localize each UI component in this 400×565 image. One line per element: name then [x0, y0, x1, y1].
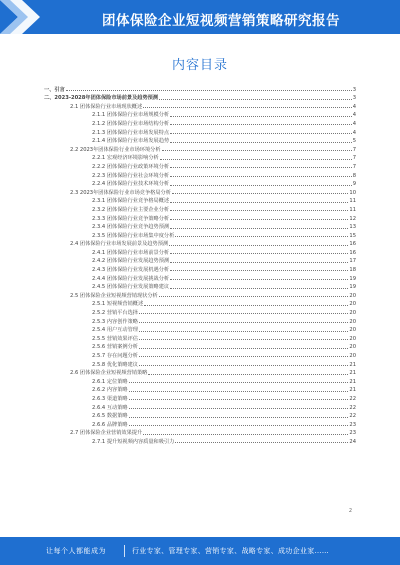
toc-leader-dots [172, 193, 348, 194]
toc-leader-dots [170, 228, 348, 229]
toc-entry-page: 10 [349, 189, 356, 196]
toc-entry-page: 21 [349, 378, 356, 385]
toc-entry-page: 23 [349, 430, 356, 437]
toc-entry-page: 20 [349, 353, 356, 359]
toc-leader-dots [139, 348, 348, 349]
toc-entry-label: 2.6.3 渠道策略 [92, 395, 128, 402]
toc-entry-label: 2.6.5 数据策略 [92, 413, 128, 420]
toc-entry-label: 2.6 团体保险企业短视频营销策略 [70, 370, 148, 377]
toc-entry-label: 2.1.1 团体保险行业市场规模分析 [92, 112, 170, 119]
toc-entry-page: 15 [349, 232, 356, 239]
table-of-contents [44, 84, 356, 445]
toc-entry-label: 2.2.2 团体保险行业政策环境分析 [92, 163, 170, 170]
toc-entry[interactable] [44, 325, 356, 334]
toc-entry[interactable] [44, 290, 356, 299]
report-title: 团体保险企业短视频营销策略研究报告 [102, 13, 340, 29]
toc-entry-label: 2.5 团体保险企业短视频营销现状分析 [70, 292, 158, 299]
toc-leader-dots [175, 442, 348, 443]
toc-entry[interactable] [44, 256, 356, 265]
toc-entry-page: 4 [352, 103, 356, 110]
toc-entry[interactable] [44, 127, 356, 136]
toc-entry[interactable] [44, 282, 356, 291]
toc-entry-page: 22 [349, 413, 356, 420]
toc-leader-dots [170, 288, 348, 289]
toc-entry[interactable] [44, 402, 356, 411]
toc-leader-dots [139, 365, 348, 366]
toc-entry-label: 2.6.1 定位策略 [92, 378, 128, 385]
footer-slogan-right: 行业专家、管理专家、营销专家、战略专家、成功企业家…… [132, 547, 330, 555]
toc-entry[interactable] [44, 204, 356, 213]
toc-entry-page: 7 [352, 163, 356, 170]
toc-entry-label: 2.2.3 团体保险行业社会环境分析 [92, 172, 170, 179]
toc-entry[interactable] [44, 368, 356, 377]
toc-entry[interactable] [44, 428, 356, 437]
toc-entry-page: 20 [349, 292, 356, 299]
toc-entry-label: 2.5.3 内容创作策略 [92, 318, 138, 325]
toc-entry[interactable] [44, 136, 356, 145]
toc-entry-label: 2.6.4 互动策略 [92, 404, 128, 411]
toc-entry[interactable] [44, 436, 356, 445]
toc-entry[interactable] [44, 393, 356, 402]
toc-entry[interactable] [44, 179, 356, 188]
toc-leader-dots [139, 313, 348, 314]
toc-entry-page: 3 [352, 86, 356, 93]
toc-entry-page: 21 [349, 370, 356, 377]
toc-leader-dots [170, 142, 352, 143]
toc-entry[interactable] [44, 419, 356, 428]
toc-entry[interactable] [44, 161, 356, 170]
toc-entry-page: 13 [349, 224, 356, 231]
toc-entry[interactable] [44, 247, 356, 256]
toc-entry[interactable] [44, 359, 356, 368]
toc-entry-label: 2.3.5 团体保险行业市场集中度分析 [92, 232, 175, 239]
toc-entry-page: 23 [349, 421, 356, 428]
toc-entry-label: 一、引言 [44, 86, 65, 93]
toc-entry-page: 17 [349, 258, 356, 265]
toc-entry-label: 2.7 团体保险企业营销效果提升 [70, 430, 143, 437]
toc-entry-label: 2.2.4 团体保险行业技术环境分析 [92, 181, 170, 188]
toc-entry-label: 2.5.5 营销效果评估 [92, 335, 138, 342]
toc-entry[interactable] [44, 316, 356, 325]
toc-leader-dots [129, 408, 349, 409]
toc-leader-dots [170, 167, 352, 168]
toc-entry[interactable] [44, 153, 356, 162]
toc-entry-label: 2.5.6 营销案例分析 [92, 344, 138, 351]
toc-leader-dots [129, 382, 349, 383]
toc-entry[interactable] [44, 342, 356, 351]
toc-entry[interactable] [44, 376, 356, 385]
toc-entry[interactable] [44, 222, 356, 231]
toc-entry-label: 二、2023-2028年团体保险市场前景及趋势预测 [44, 95, 159, 102]
toc-leader-dots [170, 253, 348, 254]
toc-entry[interactable] [44, 411, 356, 420]
page-number: 2 [348, 508, 352, 514]
toc-entry-page: 20 [349, 310, 356, 317]
toc-leader-dots [170, 116, 352, 117]
toc-leader-dots [129, 399, 349, 400]
toc-entry-label: 2.4.5 团体保险行业发展策略建议 [92, 284, 170, 291]
header-chevron-icon [0, 0, 46, 34]
toc-entry-page: 4 [352, 129, 356, 136]
toc-entry-label: 2.4.2 团体保险行业发展趋势预测 [92, 258, 170, 265]
toc-leader-dots [144, 305, 348, 306]
toc-leader-dots [169, 245, 348, 246]
toc-entry-label: 2.3.2 团体保险行业主要企业分析 [92, 206, 170, 213]
toc-leader-dots [170, 124, 352, 125]
toc-leader-dots [170, 202, 348, 203]
toc-entry-page: 18 [349, 267, 356, 274]
toc-leader-dots [170, 210, 348, 211]
toc-entry-label: 2.4 团体保险行业市场发展前景及趋势预测 [70, 241, 169, 248]
toc-entry-label: 2.1.3 团体保险行业市场发展特点 [92, 129, 170, 136]
toc-entry-label: 2.4.4 团体保险行业发展挑战分析 [92, 275, 170, 282]
toc-entry-label: 2.5.4 用户互动管理 [92, 327, 138, 334]
toc-leader-dots [170, 279, 348, 280]
toc-entry[interactable] [44, 84, 356, 93]
toc-entry-label: 2.3.4 团体保险行业竞争趋势预测 [92, 224, 170, 231]
footer-slogan-left: 让每个人都能成为 [46, 547, 106, 555]
toc-entry-page: 5 [352, 138, 356, 145]
toc-entry-page: 16 [349, 241, 356, 248]
toc-entry-page: 3 [352, 95, 356, 102]
toc-entry-page: 20 [349, 344, 356, 351]
toc-entry-page: 21 [349, 361, 356, 368]
toc-leader-dots [129, 417, 349, 418]
toc-entry[interactable] [44, 299, 356, 308]
toc-leader-dots [66, 90, 352, 91]
toc-entry[interactable] [44, 93, 356, 102]
toc-entry[interactable] [44, 213, 356, 222]
footer-divider [124, 545, 125, 557]
toc-leader-dots [170, 270, 348, 271]
toc-leader-dots [139, 339, 348, 340]
toc-entry-page: 21 [349, 387, 356, 394]
toc-leader-dots [148, 374, 348, 375]
toc-leader-dots [160, 159, 352, 160]
toc-entry[interactable] [44, 170, 356, 179]
toc-entry[interactable] [44, 307, 356, 316]
toc-entry-page: 7 [352, 146, 356, 153]
toc-entry-label: 2.3 2023年团体保险行业市场竞争格局分析 [70, 189, 171, 196]
toc-entry-label: 2.1.2 团体保险行业市场结构分析 [92, 120, 170, 127]
page-header [0, 0, 400, 34]
toc-entry-label: 2.3.3 团体保险行业竞争策略分析 [92, 215, 170, 222]
toc-entry[interactable] [44, 118, 356, 127]
toc-entry-page: 22 [349, 404, 356, 411]
page-footer [0, 537, 400, 565]
toc-entry-page: 4 [352, 112, 356, 119]
toc-entry-page: 20 [349, 327, 356, 334]
toc-leader-dots [170, 133, 352, 134]
toc-entry-page: 4 [352, 120, 356, 127]
toc-entry-label: 2.5.2 营销平台选择 [92, 310, 138, 317]
toc-leader-dots [170, 262, 348, 263]
toc-entry-label: 2.5.1 短视频营销概述 [92, 301, 144, 308]
toc-entry-label: 2.2.1 宏观经济环境影响分析 [92, 155, 159, 162]
toc-entry[interactable] [44, 264, 356, 273]
toc-leader-dots [129, 391, 349, 392]
toc-leader-dots [170, 185, 352, 186]
toc-entry-page: 19 [349, 275, 356, 282]
toc-heading: 内容目录 [171, 58, 228, 73]
toc-entry[interactable] [44, 230, 356, 239]
toc-entry-label: 2.4.1 团体保险行业市场前景分析 [92, 249, 170, 256]
toc-entry-page: 20 [349, 318, 356, 325]
toc-entry-page: 7 [352, 155, 356, 162]
toc-entry-label: 2.1.4 团体保险行业市场发展趋势 [92, 138, 170, 145]
toc-leader-dots [159, 99, 352, 100]
toc-leader-dots [175, 236, 348, 237]
toc-entry[interactable] [44, 101, 356, 110]
toc-entry-label: 2.2 2023年团体保险行业市场环境分析 [70, 146, 161, 153]
toc-entry[interactable] [44, 333, 356, 342]
toc-leader-dots [139, 356, 348, 357]
toc-entry-label: 2.3.1 团体保险行业竞争格局概述 [92, 198, 170, 205]
toc-entry-label: 2.5.7 存在问题分析 [92, 353, 138, 359]
toc-entry[interactable] [44, 110, 356, 119]
toc-leader-dots [159, 296, 349, 297]
toc-leader-dots [143, 107, 352, 108]
toc-entry-page: 8 [352, 172, 356, 179]
toc-entry[interactable] [44, 144, 356, 153]
toc-leader-dots [139, 331, 348, 332]
toc-entry-page: 19 [349, 284, 356, 291]
toc-entry-page: 20 [349, 301, 356, 308]
toc-entry-label: 2.6.6 品牌策略 [92, 421, 128, 428]
toc-entry-label: 2.7.1 提升短视频内容质量和吸引力 [92, 438, 175, 445]
toc-entry-label: 2.6.2 内容策略 [92, 387, 128, 394]
toc-entry-page: 20 [349, 335, 356, 342]
toc-entry[interactable] [44, 350, 356, 359]
toc-leader-dots [139, 322, 348, 323]
toc-leader-dots [170, 176, 352, 177]
toc-entry[interactable] [44, 385, 356, 394]
toc-entry-page: 16 [349, 249, 356, 256]
toc-entry[interactable] [44, 187, 356, 196]
toc-entry[interactable] [44, 239, 356, 248]
toc-leader-dots [143, 434, 348, 435]
toc-leader-dots [129, 425, 349, 426]
toc-leader-dots [162, 150, 352, 151]
toc-entry-label: 2.4.3 团体保险行业发展机遇分析 [92, 267, 170, 274]
toc-entry[interactable] [44, 273, 356, 282]
toc-entry-page: 11 [349, 206, 356, 213]
toc-entry-label: 2.5.8 优化策略建议 [92, 361, 138, 368]
toc-entry-page: 22 [349, 395, 356, 402]
toc-entry-page: 24 [349, 438, 356, 445]
toc-entry-page: 12 [349, 215, 356, 222]
toc-entry-label: 2.1 团体保险行业市场现状概述 [70, 103, 143, 110]
toc-entry[interactable] [44, 196, 356, 205]
toc-entry-page: 9 [352, 181, 356, 188]
toc-leader-dots [170, 219, 348, 220]
toc-entry-page: 11 [349, 198, 356, 205]
